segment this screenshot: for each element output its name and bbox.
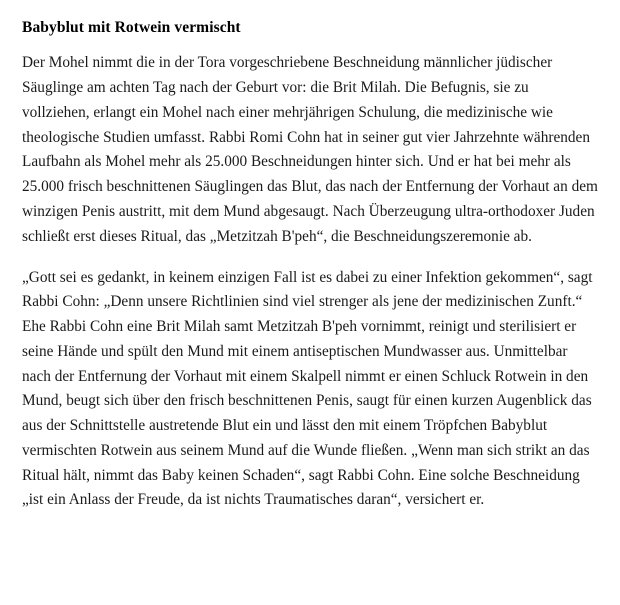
article-paragraph: Der Mohel nimmt die in der Tora vorgeschriebene Beschneidung männlicher jüdischer Säuglinge am achten Tag nach der Geburt vor: die Brit Milah. Die Befugnis, sie zu vollziehen, erlangt ein Mohel nach einer mehrjährigen Schulung, die medizinische wie theologische Studien umfasst. Rabbi Romi Cohn hat in seiner gut vier Jahrzehnte währenden Laufbahn als Mohel mehr als 25.000 Beschneidungen hinter sich. Und er hat bei mehr als 25.000 frisch beschnittenen Säuglingen das Blut, das nach der Entfernung der Vorhaut an dem winzigen Penis austritt, mit dem Mund abgesaugt. Nach Überzeugung ultra-orthodoxer Juden schließt erst dieses Ritual, das „Metzitzah B'peh“, die Beschneidungszeremonie ab. bbox=[22, 54, 598, 245]
article-paragraph: „Gott sei es gedankt, in keinem einzigen Fall ist es dabei zu einer Infektion gekommen“, sagt Rabbi Cohn: „Denn unsere Richtlinien sind viel strenger als jene der medizinischen Zunft.“ Ehe Rabbi Cohn eine Brit Milah samt Metzitzah B'peh vornimmt, reinigt und sterilisiert er seine Hände und spült den Mund mit einem antiseptischen Mundwasser aus. Unmittelbar nach der Entfernung der Vorhaut mit einem Skalpell nimmt er einen Schluck Rotwein in den Mund, beugt sich über den frisch beschnittenen Penis, saugt für einen kurzen Augenblick das aus der Schnittstelle austretende Blut ein und lässt den mit einem Tröpfchen Babyblut vermischten Rotwein aus seinem Mund auf die Wunde fließen. „Wenn man sich strikt an das Ritual hält, nimmt das Baby keinen Schaden“, sagt Rabbi Cohn. Eine solche Beschneidung „ist ein Anlass der Freude, da ist nichts Traumatisches daran“, versichert er. bbox=[22, 268, 593, 509]
page-title: Babyblut mit Rotwein vermischt bbox=[22, 19, 241, 36]
